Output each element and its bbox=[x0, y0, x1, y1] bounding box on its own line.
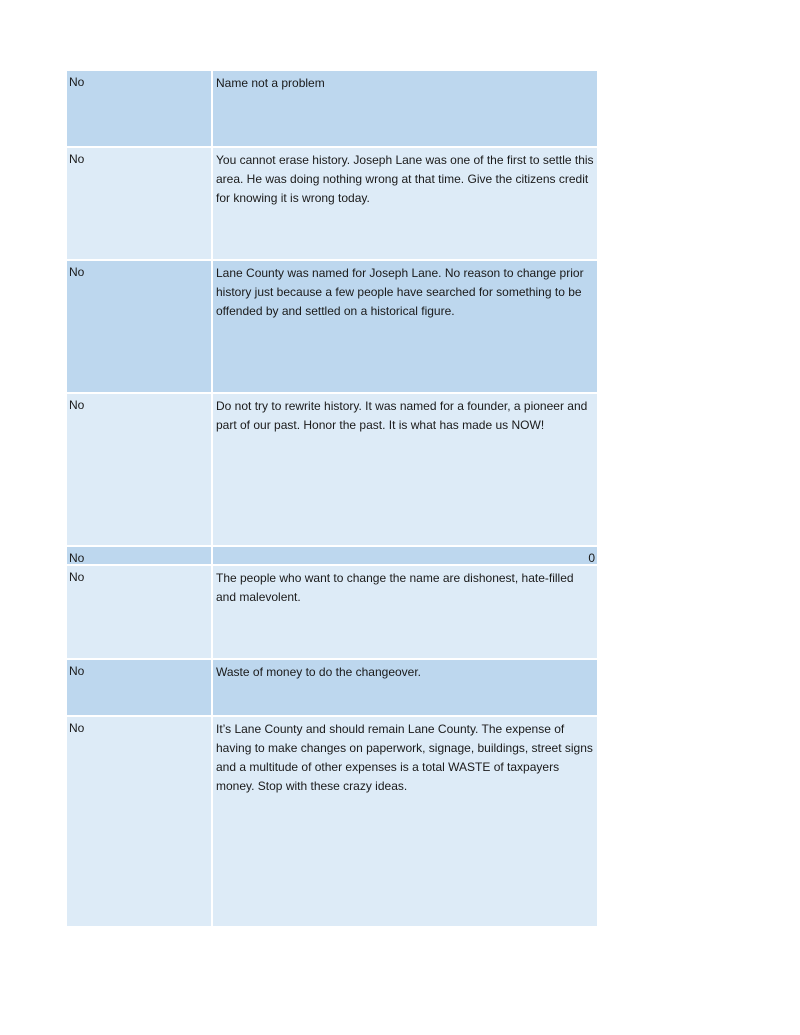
table-row bbox=[67, 394, 597, 547]
vote-cell: No bbox=[67, 148, 213, 259]
vote-cell: No bbox=[67, 566, 213, 658]
comment-cell: The people who want to change the name are dishonest, hate-filled and malevolent. bbox=[216, 571, 574, 604]
table-row bbox=[67, 660, 597, 717]
table-row bbox=[67, 261, 597, 394]
table-row bbox=[67, 148, 597, 261]
vote-cell: No bbox=[67, 71, 213, 146]
vote-cell: No bbox=[67, 660, 213, 715]
table-row bbox=[67, 71, 597, 148]
comment-cell: Do not try to rewrite history. It was named for a founder, a pioneer and part of our past. Honor the past. It is what has made us NOW! bbox=[216, 399, 588, 432]
table-row bbox=[67, 566, 597, 660]
vote-cell: No bbox=[67, 394, 213, 545]
table-row bbox=[67, 717, 597, 926]
comment-cell: 0 bbox=[588, 551, 595, 565]
comment-cell: It’s Lane County and should remain Lane County. The expense of having to make changes on paperwork, signage, buildings, street signs and a multitude of other expenses is a total WASTE of taxpayers money. Stop with these crazy ideas. bbox=[216, 722, 593, 793]
comment-cell: You cannot erase history. Joseph Lane was one of the first to settle this area. He was doing nothing wrong at that time. Give the citizens credit for knowing it is wrong today. bbox=[216, 153, 594, 205]
spreadsheet-table bbox=[67, 71, 597, 926]
comment-cell: Name not a problem bbox=[216, 76, 325, 90]
table-row bbox=[67, 547, 597, 566]
vote-cell: No bbox=[67, 717, 213, 926]
vote-cell: No bbox=[67, 261, 213, 392]
comment-cell: Waste of money to do the changeover. bbox=[216, 665, 422, 679]
vote-cell: No bbox=[67, 547, 213, 564]
comment-cell: Lane County was named for Joseph Lane. No reason to change prior history just because a few people have searched for something to be offended by and settled on a historical figure. bbox=[216, 266, 584, 318]
